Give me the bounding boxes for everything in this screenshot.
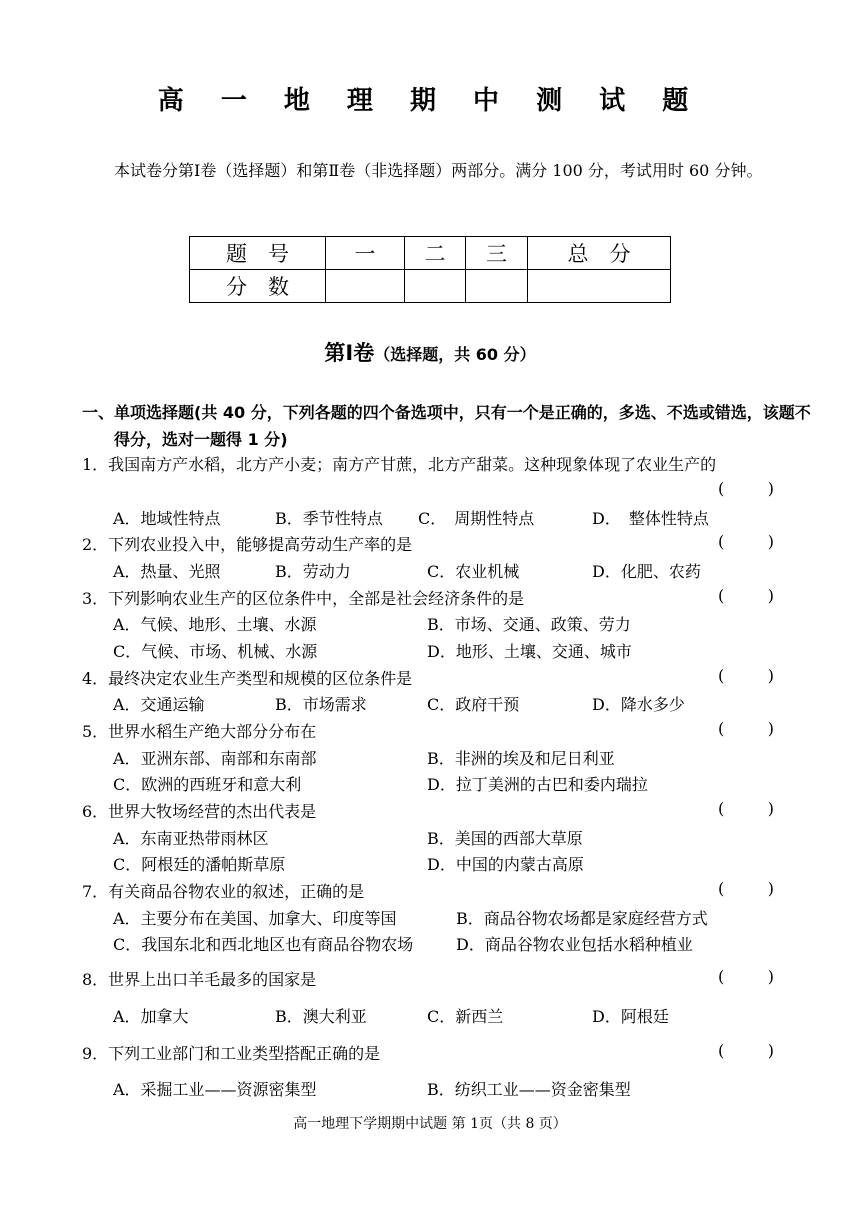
score-table-cell: 二	[405, 237, 466, 270]
answer-blank[interactable]: ( )	[718, 719, 774, 738]
option-d: D． 整体性特点	[592, 509, 709, 528]
page-footer: 高一地理下学期期中试题 第 1页（共 8 页）	[293, 1116, 567, 1132]
score-table	[189, 236, 671, 303]
score-entry-cell[interactable]	[326, 270, 405, 303]
option-d: D．商品谷物农业包括水稻种植业	[456, 935, 693, 954]
option-c: C．阿根廷的潘帕斯草原	[113, 855, 286, 874]
score-table-cell: 三	[466, 237, 528, 270]
option-c: C．政府干预	[427, 695, 520, 714]
option-a: A．交通运输	[113, 695, 205, 714]
section-title-main: 第Ⅰ卷	[324, 341, 375, 365]
answer-blank[interactable]: ( )	[718, 879, 774, 898]
option-c: C． 周期性特点	[418, 509, 535, 528]
answer-blank[interactable]: ( )	[718, 666, 774, 685]
exam-instructions: 本试卷分第Ⅰ卷（选择题）和第Ⅱ卷（非选择题）两部分。满分 100 分，考试用时 60 分钟。	[114, 161, 763, 180]
question-stem: 5．世界水稻生产绝大部分分布在	[82, 722, 317, 741]
answer-blank[interactable]: ( )	[718, 532, 774, 551]
score-table-score-row	[190, 270, 671, 303]
question-stem: 6．世界大牧场经营的杰出代表是	[82, 802, 317, 821]
score-entry-cell[interactable]	[405, 270, 466, 303]
option-b: B．市场、交通、政策、劳力	[427, 615, 631, 634]
option-d: D．拉丁美洲的古巴和委内瑞拉	[427, 775, 648, 794]
option-b: B．商品谷物农场都是家庭经营方式	[456, 909, 708, 928]
answer-blank[interactable]: ( )	[718, 586, 774, 605]
option-a: A．亚洲东部、南部和东南部	[113, 749, 317, 768]
question-stem: 3．下列影响农业生产的区位条件中，全部是社会经济条件的是	[82, 589, 525, 608]
question-stem: 8．世界上出口羊毛最多的国家是	[82, 970, 317, 989]
option-b: B．纺织工业——资金密集型	[427, 1080, 631, 1099]
option-b: B．市场需求	[275, 695, 367, 714]
question-stem: 2．下列农业投入中，能够提高劳动生产率的是	[82, 535, 413, 554]
question-stem: 1．我国南方产水稻，北方产小麦；南方产甘蔗，北方产甜菜。这种现象体现了农业生产的	[82, 455, 717, 474]
section-title-sub: （选择题，共 60 分）	[374, 345, 536, 364]
answer-blank[interactable]: ( )	[718, 1041, 774, 1060]
option-d: D．降水多少	[592, 695, 685, 714]
answer-blank[interactable]: ( )	[718, 967, 774, 986]
score-entry-cell[interactable]	[466, 270, 528, 303]
option-a: A．主要分布在美国、加拿大、印度等国	[113, 909, 397, 928]
option-c: C．我国东北和西北地区也有商品谷物农场	[113, 935, 414, 954]
score-table-cell: 总 分	[528, 237, 671, 270]
page-title: 高 一 地 理 期 中 测 试 题	[157, 86, 703, 116]
part-heading: 一、单项选择题(共 40 分，下列各题的四个备选项中，只有一个是正确的，多选、不选或错选，该题不得分，选对一题得 1 分)	[82, 403, 811, 449]
score-table-cell: 题 号	[190, 237, 326, 270]
option-a: A．气候、地形、土壤、水源	[113, 615, 317, 634]
option-c: C．气候、市场、机械、水源	[113, 642, 318, 661]
score-table-cell: 分 数	[190, 270, 326, 303]
option-a: A．地域性特点	[113, 509, 221, 528]
option-c: C．新西兰	[427, 1007, 504, 1026]
option-a: A．东南亚热带雨林区	[113, 829, 269, 848]
option-d: D．中国的内蒙古高原	[427, 855, 584, 874]
option-a: A．热量、光照	[113, 562, 221, 581]
answer-blank[interactable]: ( )	[718, 799, 774, 818]
score-entry-cell[interactable]	[528, 270, 671, 303]
option-d: D．化肥、农药	[592, 562, 701, 581]
option-c: C．欧洲的西班牙和意大利	[113, 775, 302, 794]
answer-blank[interactable]: ( )	[718, 479, 774, 498]
option-d: D．阿根廷	[592, 1007, 669, 1026]
option-b: B．非洲的埃及和尼日利亚	[427, 749, 615, 768]
score-table-header-row	[190, 237, 671, 270]
option-b: B．劳动力	[275, 562, 351, 581]
score-table-cell: 一	[326, 237, 405, 270]
option-b: B．美国的西部大草原	[427, 829, 583, 848]
question-stem: 4．最终决定农业生产类型和规模的区位条件是	[82, 669, 413, 688]
option-a: A．采掘工业——资源密集型	[113, 1080, 317, 1099]
option-b: B．澳大利亚	[275, 1007, 367, 1026]
section-title	[0, 337, 860, 367]
question-stem: 9．下列工业部门和工业类型搭配正确的是	[82, 1044, 381, 1063]
option-c: C．农业机械	[427, 562, 520, 581]
option-a: A．加拿大	[113, 1007, 189, 1026]
option-d: D．地形、土壤、交通、城市	[427, 642, 632, 661]
option-b: B．季节性特点	[275, 509, 383, 528]
question-stem: 7．有关商品谷物农业的叙述，正确的是	[82, 882, 365, 901]
